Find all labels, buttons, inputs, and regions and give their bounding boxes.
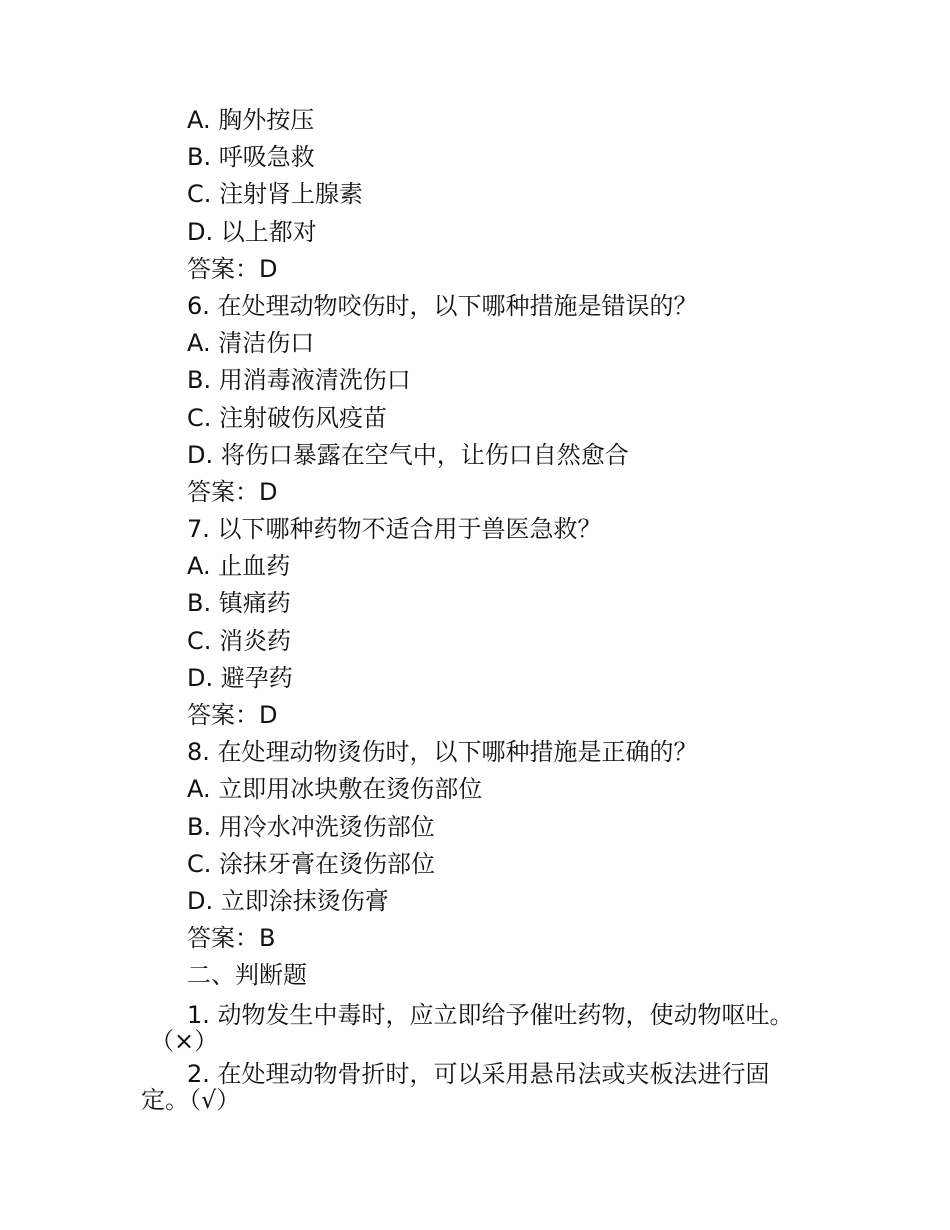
question-stem: 6. 在处理动物咬伤时，以下哪种措施是错误的？: [187, 291, 698, 320]
option-c: C. 涂抹牙膏在烫伤部位: [187, 849, 436, 878]
option-b: B. 镇痛药: [187, 589, 291, 618]
option-a: A. 止血药: [187, 552, 291, 581]
option-a: A. 清洁伤口: [187, 329, 315, 358]
section-heading: 二、判断题: [187, 961, 307, 990]
option-b: B. 呼吸急救: [187, 143, 315, 172]
answer: 答案：D: [187, 477, 278, 506]
option-d: D. 避孕药: [187, 663, 293, 692]
answer: 答案：B: [187, 924, 276, 953]
option-d: D. 以上都对: [187, 217, 317, 246]
option-a: A. 立即用冰块敷在烫伤部位: [187, 775, 483, 804]
answer: 答案：D: [187, 701, 278, 729]
option-b: B. 用冷水冲洗烫伤部位: [187, 812, 435, 841]
question-stem: 8. 在处理动物烫伤时，以下哪种措施是正确的？: [187, 738, 698, 767]
option-c: C. 注射破伤风疫苗: [187, 403, 388, 432]
option-d: D. 立即涂抹烫伤膏: [187, 886, 389, 915]
item-text-line2: 定。（√）: [141, 1086, 241, 1114]
question-list: [187, 102, 827, 995]
option-a: A. 胸外按压: [187, 106, 315, 134]
true-false-item-1: [150, 1002, 794, 1054]
item-text-line1: 2. 在处理动物骨折时，可以采用悬吊法或夹板法进行固: [187, 1060, 770, 1088]
true-false-item-2: [141, 1061, 770, 1113]
item-text-line1: 1. 动物发生中毒时，应立即给予催吐药物，使动物呕吐。: [187, 1001, 794, 1029]
question-stem: 7. 以下哪种药物不适合用于兽医急救？: [187, 515, 602, 544]
option-d: D. 将伤口暴露在空气中，让伤口自然愈合: [187, 440, 629, 469]
item-text-line2: （×）: [150, 1027, 219, 1055]
answer: 答案：D: [187, 254, 278, 283]
option-b: B. 用消毒液清洗伤口: [187, 366, 411, 395]
option-c: C. 消炎药: [187, 626, 292, 655]
option-c: C. 注射肾上腺素: [187, 180, 364, 209]
